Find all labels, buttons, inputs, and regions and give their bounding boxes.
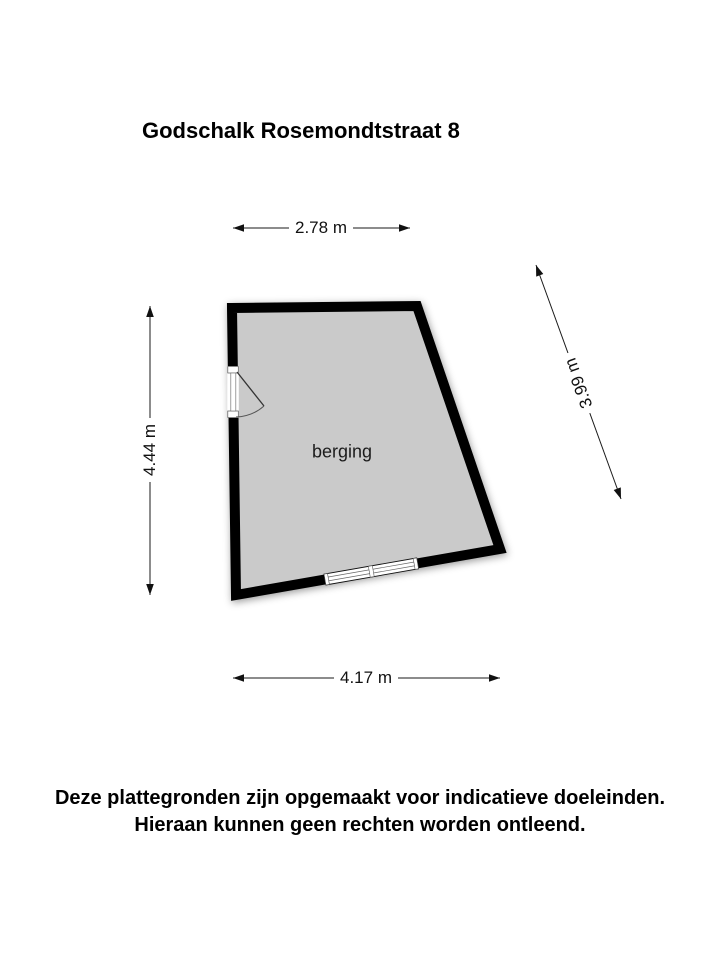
- room-label: berging: [311, 441, 373, 462]
- door-jamb-top: [228, 367, 239, 374]
- page-title: Godschalk Rosemondtstraat 8: [142, 118, 460, 143]
- disclaimer: [0, 785, 720, 839]
- dimension-label-bottom: 4.17 m: [334, 668, 398, 688]
- dimension-label-left: 4.44 m: [140, 418, 160, 482]
- dimension-label-top: 2.78 m: [289, 218, 353, 238]
- dimension-label-right: 3.99 m: [559, 350, 600, 417]
- disclaimer-line-1: Deze plattegronden zijn opgemaakt voor indicatieve doeleinden.: [54, 787, 666, 809]
- door-frame-strip: [231, 373, 236, 411]
- disclaimer-line-2: Hieraan kunnen geen rechten worden ontleend.: [134, 814, 586, 836]
